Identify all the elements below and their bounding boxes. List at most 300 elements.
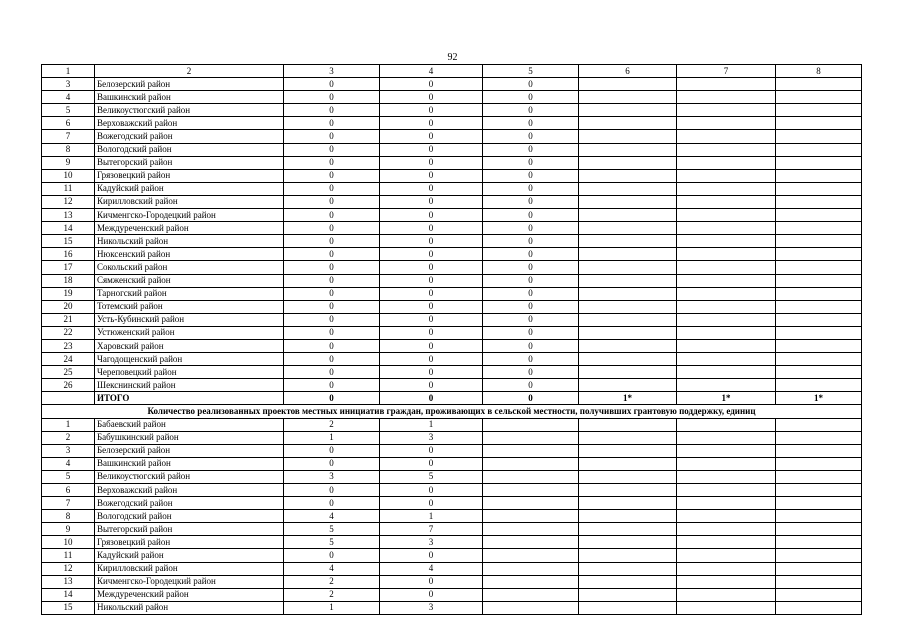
total-value: 0 [284,392,380,405]
empty-cell [776,130,862,143]
district-name: Тарногский район [95,287,284,300]
value-cell: 0 [483,104,579,117]
row-number: 7 [42,497,95,510]
district-name: Нюксенский район [95,248,284,261]
value-cell: 0 [483,353,579,366]
empty-cell [677,444,776,457]
empty-cell [677,601,776,614]
district-name: Бабаевский район [95,418,284,431]
empty-cell [776,274,862,287]
table-row [42,470,862,483]
empty-cell [483,431,579,444]
district-name: Сокольский район [95,261,284,274]
value-cell: 0 [284,313,380,326]
row-number: 17 [42,261,95,274]
table-row [42,457,862,470]
empty-cell [579,353,677,366]
column-header: 6 [579,65,677,78]
empty-cell [483,418,579,431]
district-name: Сямженский район [95,274,284,287]
table-row [42,117,862,130]
total-label: ИТОГО [95,392,284,405]
table-row [42,91,862,104]
value-cell: 0 [483,248,579,261]
value-cell: 0 [284,104,380,117]
empty-cell [677,261,776,274]
empty-cell [677,300,776,313]
value-cell: 0 [284,274,380,287]
table-row [42,536,862,549]
empty-cell [483,536,579,549]
row-number: 19 [42,287,95,300]
district-name: Вашкинский район [95,91,284,104]
row-number: 2 [42,431,95,444]
empty-cell [677,536,776,549]
value-cell: 3 [380,431,483,444]
table-row [42,431,862,444]
value-cell: 0 [284,287,380,300]
row-number: 24 [42,353,95,366]
empty-cell [579,130,677,143]
empty-cell [677,326,776,339]
total-value: 1* [776,392,862,405]
value-cell: 0 [284,549,380,562]
empty-cell [677,182,776,195]
row-number: 12 [42,562,95,575]
row-number: 13 [42,209,95,222]
value-cell: 1 [380,510,483,523]
empty-cell [579,536,677,549]
empty-cell [579,366,677,379]
value-cell: 0 [284,156,380,169]
empty-cell [579,156,677,169]
empty-cell [677,117,776,130]
value-cell: 2 [284,588,380,601]
total-row [42,392,862,405]
table-row [42,497,862,510]
value-cell: 0 [483,143,579,156]
row-number: 26 [42,379,95,392]
district-name: Верховажский район [95,117,284,130]
value-cell: 0 [483,130,579,143]
empty-cell [677,104,776,117]
empty-cell [579,195,677,208]
empty-cell [579,562,677,575]
value-cell: 0 [380,169,483,182]
row-number: 10 [42,536,95,549]
row-number: 6 [42,117,95,130]
empty-cell [776,287,862,300]
value-cell: 0 [284,143,380,156]
value-cell: 3 [380,536,483,549]
value-cell: 0 [380,182,483,195]
district-name: Вожегодский район [95,497,284,510]
value-cell: 0 [284,379,380,392]
empty-cell [579,444,677,457]
district-name: Череповецкий район [95,366,284,379]
column-header: 7 [677,65,776,78]
value-cell: 0 [380,143,483,156]
value-cell: 0 [483,313,579,326]
value-cell: 0 [483,287,579,300]
empty-cell [579,339,677,352]
value-cell: 0 [284,366,380,379]
value-cell: 5 [284,536,380,549]
empty-cell [677,156,776,169]
empty-cell [776,431,862,444]
table-row [42,313,862,326]
empty-cell [776,588,862,601]
value-cell: 0 [380,366,483,379]
empty-cell [579,523,677,536]
empty-cell [677,143,776,156]
row-number: 12 [42,195,95,208]
district-name: Никольский район [95,601,284,614]
empty-cell [483,484,579,497]
value-cell: 0 [483,274,579,287]
row-number: 20 [42,300,95,313]
empty-cell [776,209,862,222]
empty-cell [776,248,862,261]
column-header: 2 [95,65,284,78]
value-cell: 1 [284,601,380,614]
district-name: Шекснинский район [95,379,284,392]
value-cell: 0 [380,313,483,326]
value-cell: 0 [284,300,380,313]
empty-cell [483,575,579,588]
district-name: Усть-Кубинский район [95,313,284,326]
empty-cell [776,195,862,208]
value-cell: 0 [284,195,380,208]
value-cell: 0 [380,274,483,287]
value-cell: 5 [380,470,483,483]
empty-cell [776,353,862,366]
empty-cell [776,235,862,248]
table-row [42,78,862,91]
value-cell: 0 [483,195,579,208]
empty-cell [579,510,677,523]
district-name: Вологодский район [95,143,284,156]
empty-cell [677,91,776,104]
row-number: 5 [42,104,95,117]
column-header: 5 [483,65,579,78]
table-row [42,143,862,156]
empty-cell [677,78,776,91]
empty-cell [579,300,677,313]
district-name: Белозерский район [95,78,284,91]
total-value: 0 [483,392,579,405]
table-row [42,156,862,169]
district-name: Бабушкинский район [95,431,284,444]
empty-cell [42,392,95,405]
empty-cell [677,523,776,536]
column-number-row [42,65,862,78]
empty-cell [579,418,677,431]
empty-cell [677,209,776,222]
district-name: Вологодский район [95,510,284,523]
table-row [42,353,862,366]
table-row [42,130,862,143]
value-cell: 4 [284,562,380,575]
table-row [42,261,862,274]
district-name: Тотемский район [95,300,284,313]
table-row [42,484,862,497]
empty-cell [677,575,776,588]
total-value: 0 [380,392,483,405]
table-row [42,195,862,208]
empty-cell [677,313,776,326]
district-name: Вытегорский район [95,523,284,536]
empty-cell [677,195,776,208]
value-cell: 0 [380,91,483,104]
empty-cell [677,562,776,575]
district-name: Кирилловский район [95,562,284,575]
table-row [42,222,862,235]
value-cell: 0 [483,366,579,379]
empty-cell [579,235,677,248]
empty-cell [677,248,776,261]
value-cell: 0 [284,497,380,510]
district-name: Белозерский район [95,444,284,457]
section-title: Количество реализованных проектов местных инициатив граждан, проживающих в сельской местности, получивших грантовую поддержку, единиц [42,405,862,418]
district-name: Грязовецкий район [95,536,284,549]
empty-cell [776,91,862,104]
value-cell: 0 [483,117,579,130]
value-cell: 0 [284,78,380,91]
district-name: Кичменгско-Городецкий район [95,209,284,222]
value-cell: 0 [380,326,483,339]
column-header: 8 [776,65,862,78]
value-cell: 0 [380,457,483,470]
empty-cell [579,143,677,156]
empty-cell [677,274,776,287]
table-row [42,287,862,300]
table-row [42,104,862,117]
value-cell: 0 [483,300,579,313]
value-cell: 0 [483,156,579,169]
district-name: Великоустюгский район [95,104,284,117]
value-cell: 0 [380,209,483,222]
value-cell: 0 [284,209,380,222]
value-cell: 0 [284,457,380,470]
table-row [42,588,862,601]
row-number: 23 [42,339,95,352]
district-name: Междуреченский район [95,588,284,601]
row-number: 4 [42,457,95,470]
empty-cell [483,444,579,457]
empty-cell [677,497,776,510]
empty-cell [677,549,776,562]
row-number: 10 [42,169,95,182]
empty-cell [579,169,677,182]
empty-cell [776,182,862,195]
table-row [42,562,862,575]
empty-cell [579,497,677,510]
table-row [42,575,862,588]
empty-cell [776,444,862,457]
table-row [42,209,862,222]
empty-cell [483,601,579,614]
row-number: 11 [42,182,95,195]
empty-cell [579,431,677,444]
table-row [42,339,862,352]
empty-cell [677,484,776,497]
value-cell: 2 [284,575,380,588]
value-cell: 0 [380,130,483,143]
table-row [42,169,862,182]
value-cell: 0 [380,484,483,497]
value-cell: 0 [380,104,483,117]
district-name: Верховажский район [95,484,284,497]
empty-cell [579,457,677,470]
value-cell: 0 [380,287,483,300]
value-cell: 1 [284,431,380,444]
empty-cell [579,248,677,261]
empty-cell [776,457,862,470]
value-cell: 0 [380,379,483,392]
row-number: 15 [42,235,95,248]
empty-cell [776,536,862,549]
empty-cell [677,366,776,379]
table-row [42,366,862,379]
table-row [42,182,862,195]
empty-cell [677,418,776,431]
empty-cell [677,470,776,483]
value-cell: 0 [483,182,579,195]
district-name: Устюженский район [95,326,284,339]
value-cell: 0 [284,169,380,182]
value-cell: 0 [380,78,483,91]
district-name: Вашкинский район [95,457,284,470]
value-cell: 0 [483,261,579,274]
empty-cell [776,313,862,326]
value-cell: 0 [284,261,380,274]
empty-cell [579,104,677,117]
empty-cell [677,510,776,523]
value-cell: 0 [380,117,483,130]
row-number: 14 [42,588,95,601]
district-name: Грязовецкий район [95,169,284,182]
empty-cell [579,601,677,614]
value-cell: 7 [380,523,483,536]
value-cell: 0 [380,497,483,510]
table-row [42,300,862,313]
empty-cell [776,169,862,182]
empty-cell [579,470,677,483]
row-number: 16 [42,248,95,261]
district-name: Чагодощенский район [95,353,284,366]
empty-cell [677,431,776,444]
column-header: 3 [284,65,380,78]
value-cell: 0 [380,339,483,352]
value-cell: 3 [380,601,483,614]
value-cell: 0 [483,379,579,392]
empty-cell [579,588,677,601]
empty-cell [776,366,862,379]
value-cell: 0 [483,91,579,104]
value-cell: 0 [284,326,380,339]
value-cell: 0 [284,484,380,497]
empty-cell [776,222,862,235]
empty-cell [579,326,677,339]
empty-cell [579,261,677,274]
row-number: 1 [42,418,95,431]
empty-cell [776,339,862,352]
empty-cell [483,562,579,575]
value-cell: 0 [284,182,380,195]
empty-cell [677,379,776,392]
value-cell: 0 [284,235,380,248]
empty-cell [579,575,677,588]
row-number: 3 [42,444,95,457]
value-cell: 0 [380,222,483,235]
empty-cell [776,575,862,588]
row-number: 15 [42,601,95,614]
district-name: Великоустюгский район [95,470,284,483]
empty-cell [776,104,862,117]
table-row [42,235,862,248]
empty-cell [776,549,862,562]
value-cell: 0 [284,91,380,104]
empty-cell [483,523,579,536]
row-number: 13 [42,575,95,588]
page-number: 92 [447,52,458,63]
district-name: Вытегорский район [95,156,284,169]
empty-cell [579,117,677,130]
empty-cell [776,78,862,91]
value-cell: 0 [284,248,380,261]
empty-cell [677,222,776,235]
value-cell: 0 [284,444,380,457]
value-cell: 0 [380,300,483,313]
value-cell: 0 [483,222,579,235]
empty-cell [677,339,776,352]
row-number: 14 [42,222,95,235]
value-cell: 0 [380,353,483,366]
row-number: 8 [42,510,95,523]
empty-cell [579,313,677,326]
empty-cell [579,379,677,392]
table-row [42,418,862,431]
district-name: Кирилловский район [95,195,284,208]
empty-cell [776,601,862,614]
empty-cell [579,222,677,235]
value-cell: 4 [380,562,483,575]
empty-cell [483,510,579,523]
empty-cell [579,549,677,562]
district-name: Никольский район [95,235,284,248]
empty-cell [677,353,776,366]
empty-cell [483,497,579,510]
value-cell: 0 [483,326,579,339]
empty-cell [483,588,579,601]
empty-cell [483,470,579,483]
value-cell: 0 [284,117,380,130]
empty-cell [677,169,776,182]
row-number: 4 [42,91,95,104]
table-row [42,379,862,392]
row-number: 11 [42,549,95,562]
table-row [42,444,862,457]
table-row [42,274,862,287]
value-cell: 0 [380,444,483,457]
row-number: 5 [42,470,95,483]
row-number: 9 [42,156,95,169]
table-row [42,549,862,562]
value-cell: 0 [483,169,579,182]
district-name: Междуреченский район [95,222,284,235]
value-cell: 1 [380,418,483,431]
